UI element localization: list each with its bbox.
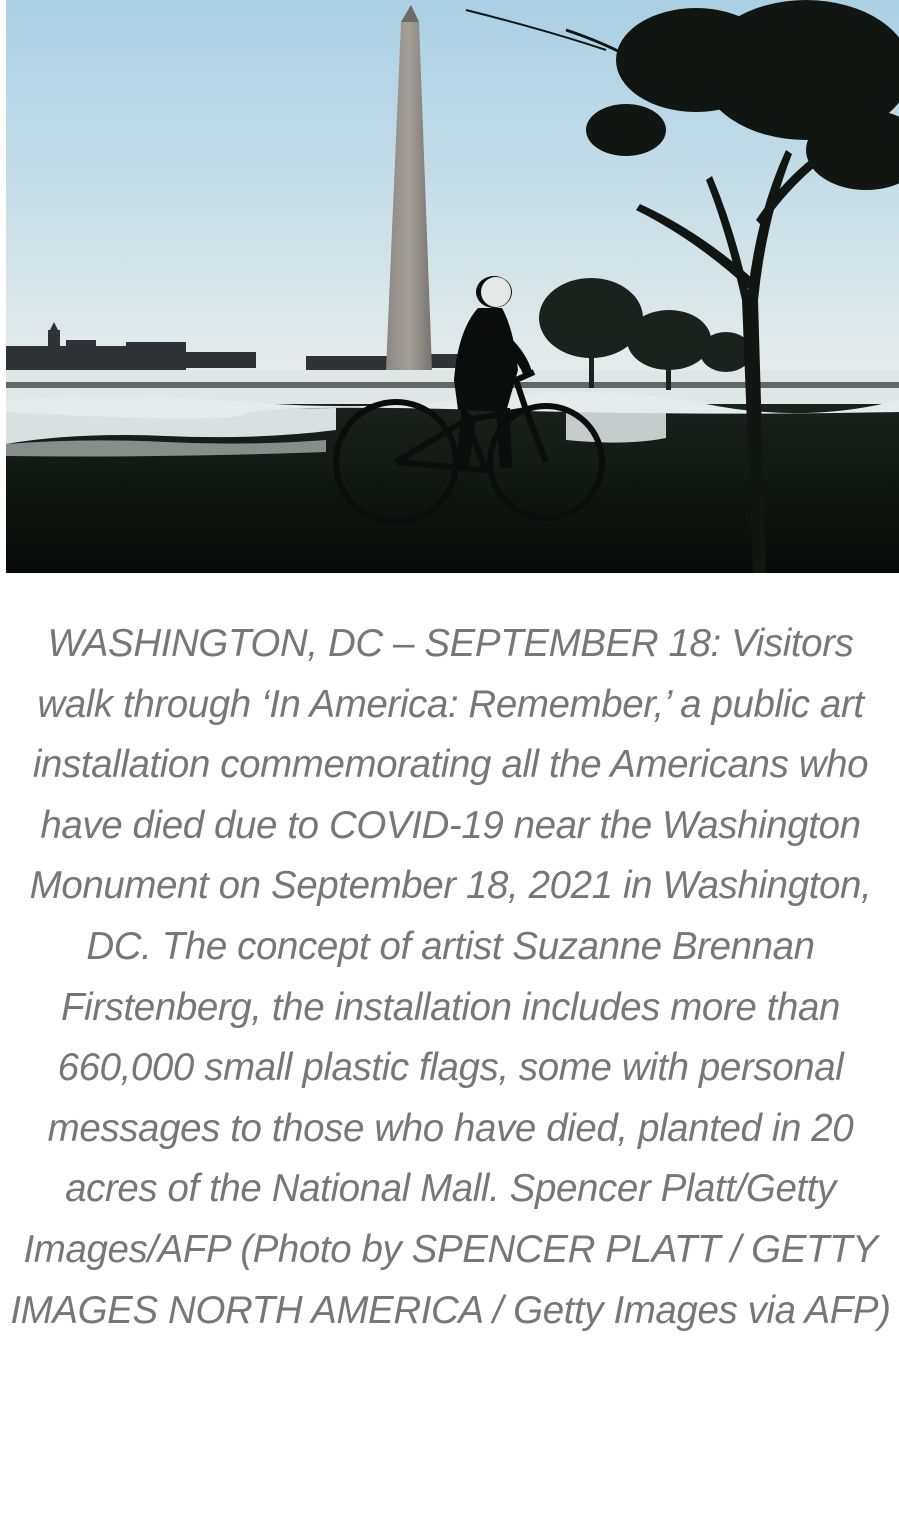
cyclist-helmet bbox=[481, 277, 511, 307]
photo-scene bbox=[6, 0, 899, 573]
photo-caption: WASHINGTON, DC – SEPTEMBER 18: Visitors walk through ‘In America: Remember,’ a public art installation commemorating all the Americans who have died due to COVID-19 near the Washington Monument on September 18, 2021 in Washington, DC. The concept of artist Suzanne Brennan Firstenberg, the installation includes more than 660,000 small plastic flags, some with personal messages to those who have died, planted in 20 acres of the National Mall. Spencer Platt/Getty Images/AFP (Photo by SPENCER PLATT / GETTY IMAGES NORTH AMERICA / Getty Images via AFP) bbox=[10, 622, 891, 1332]
article-photo bbox=[6, 0, 899, 573]
